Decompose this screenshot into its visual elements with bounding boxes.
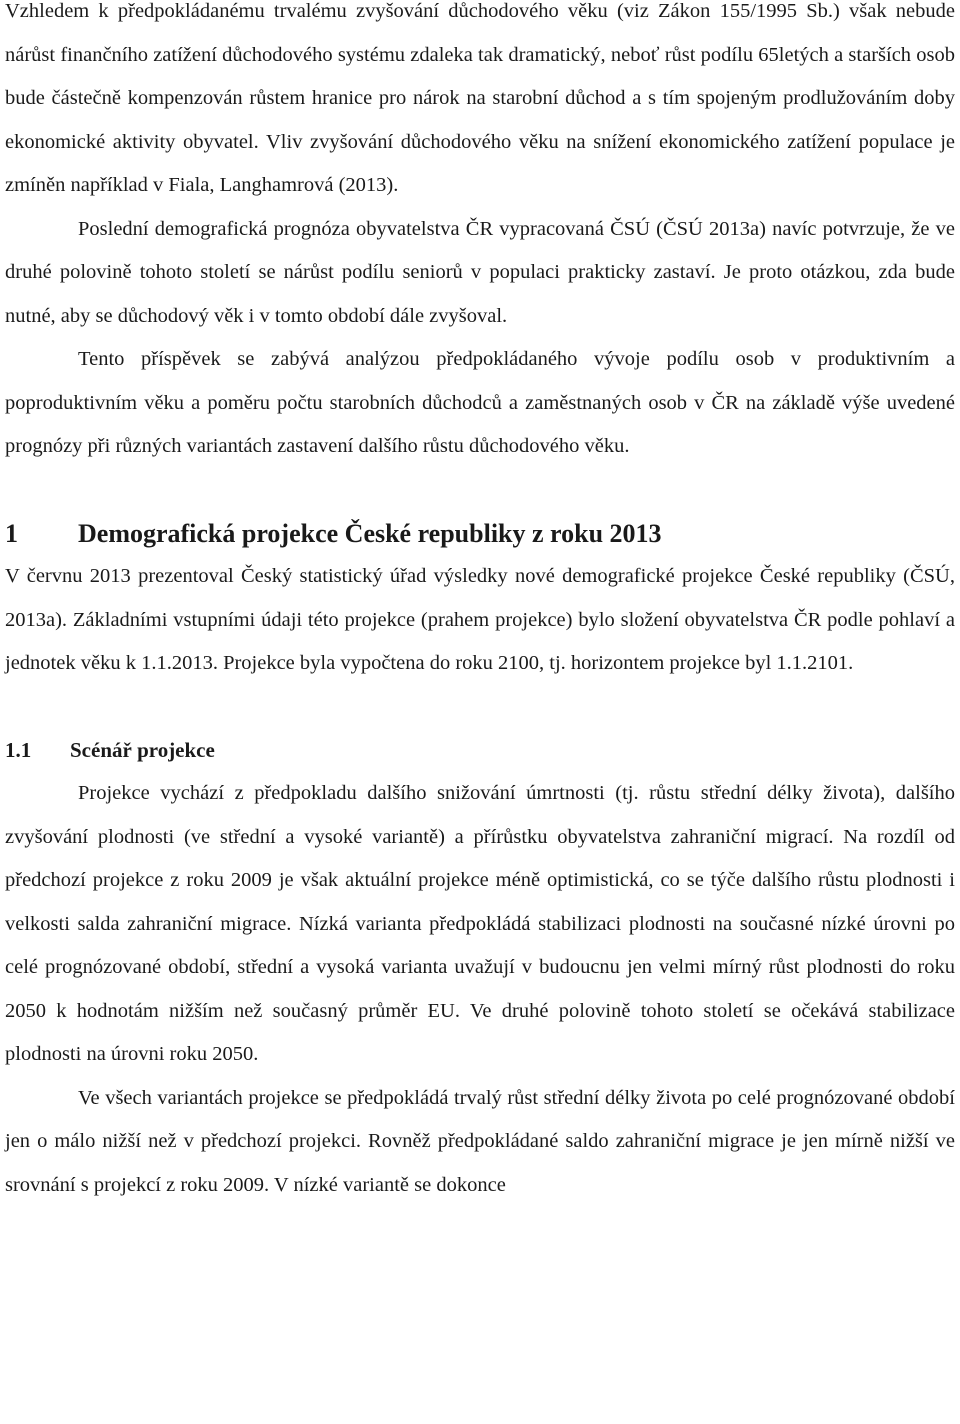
subsection-title: Scénář projekce [70, 737, 215, 762]
subsection-number: 1.1 [5, 737, 32, 762]
section-heading-1-1 [5, 729, 955, 773]
document-page [5, 0, 955, 1207]
section-title: Demografická projekce České republiky z roku 2013 [78, 518, 662, 548]
paragraph-scenario-fertility: Projekce vychází z předpokladu dalšího snižování úmrtnosti (tj. růstu střední délky života), dalšího zvyšování plodnosti (ve střední a vysoké variantě) a přírůstku obyvatelstva zahraniční migrací. Na rozdíl od předchozí projekce z roku 2009 je však aktuální projekce méně optimistická, co se týče dalšího růstu plodnosti i velkosti salda zahraniční migrace. Nízká varianta předpokládá stabilizaci plodnosti na současné nízké úrovni po celé prognózované období, střední a vysoká varianta uvažují v budoucnu jen velmi mírný růst plodnosti do roku 2050 k hodnotám nižším než současný průměr EU. Ve druhé polovině tohoto století se očekává stabilizace plodnosti na úrovni roku 2050. [5, 782, 955, 1065]
section-number: 1 [5, 518, 18, 548]
paragraph-demographic-prognosis: Poslední demografická prognóza obyvatelstva ČR vypracovaná ČSÚ (ČSÚ 2013a) navíc potvrzuje, že ve druhé polovině tohoto století se nárůst podílu seniorů v populaci prakticky zastaví. Je proto otázkou, zda bude nutné, aby se důchodový věk i v tomto období dále zvyšoval. [5, 217, 955, 327]
paragraph-retirement-age: Vzhledem k předpokládanému trvalému zvyšování důchodového věku (viz Zákon 155/1995 Sb.) však nebude nárůst finančního zatížení důchodového systému zdaleka tak dramatický, neboť růst podílu 65letých a starších osob bude částečně kompenzován růstem hranice pro nárok na starobní důchod a s tím spojeným prodlužováním doby ekonomické aktivity obyvatel. Vliv zvyšování důchodového věku na snížení ekonomického zatížení populace je zmíněn například v Fiala, Langhamrová (2013). [5, 0, 955, 196]
paragraph-scenario-life-expectancy: Ve všech variantách projekce se předpokládá trvalý růst střední délky života po celé prognózované období jen o málo nižší než v předchozí projekci. Rovněž předpokládané saldo zahraniční migrace je jen mírně nižší ve srovnání s projekcí z roku 2009. V nízké variantě se dokonce [5, 1086, 955, 1196]
paragraph-projection-intro: V červnu 2013 prezentoval Český statistický úřad výsledky nové demografické projekce České republiky (ČSÚ, 2013a). Základními vstupními údaji této projekce (prahem projekce) bylo složení obyvatelstva ČR podle pohlaví a jednotek věku k 1.1.2013. Projekce byla vypočtena do roku 2100, tj. horizontem projekce byl 1.1.2101. [5, 565, 955, 674]
paragraph-paper-aim: Tento příspěvek se zabývá analýzou předpokládaného vývoje podílu osob v produktivním a poproduktivním věku a poměru počtu starobních důchodců a zaměstnaných osob v ČR na základě výše uvedené prognózy při různých variantách zastavení dalšího růstu důchodového věku. [5, 348, 955, 457]
section-heading-1 [5, 512, 955, 556]
